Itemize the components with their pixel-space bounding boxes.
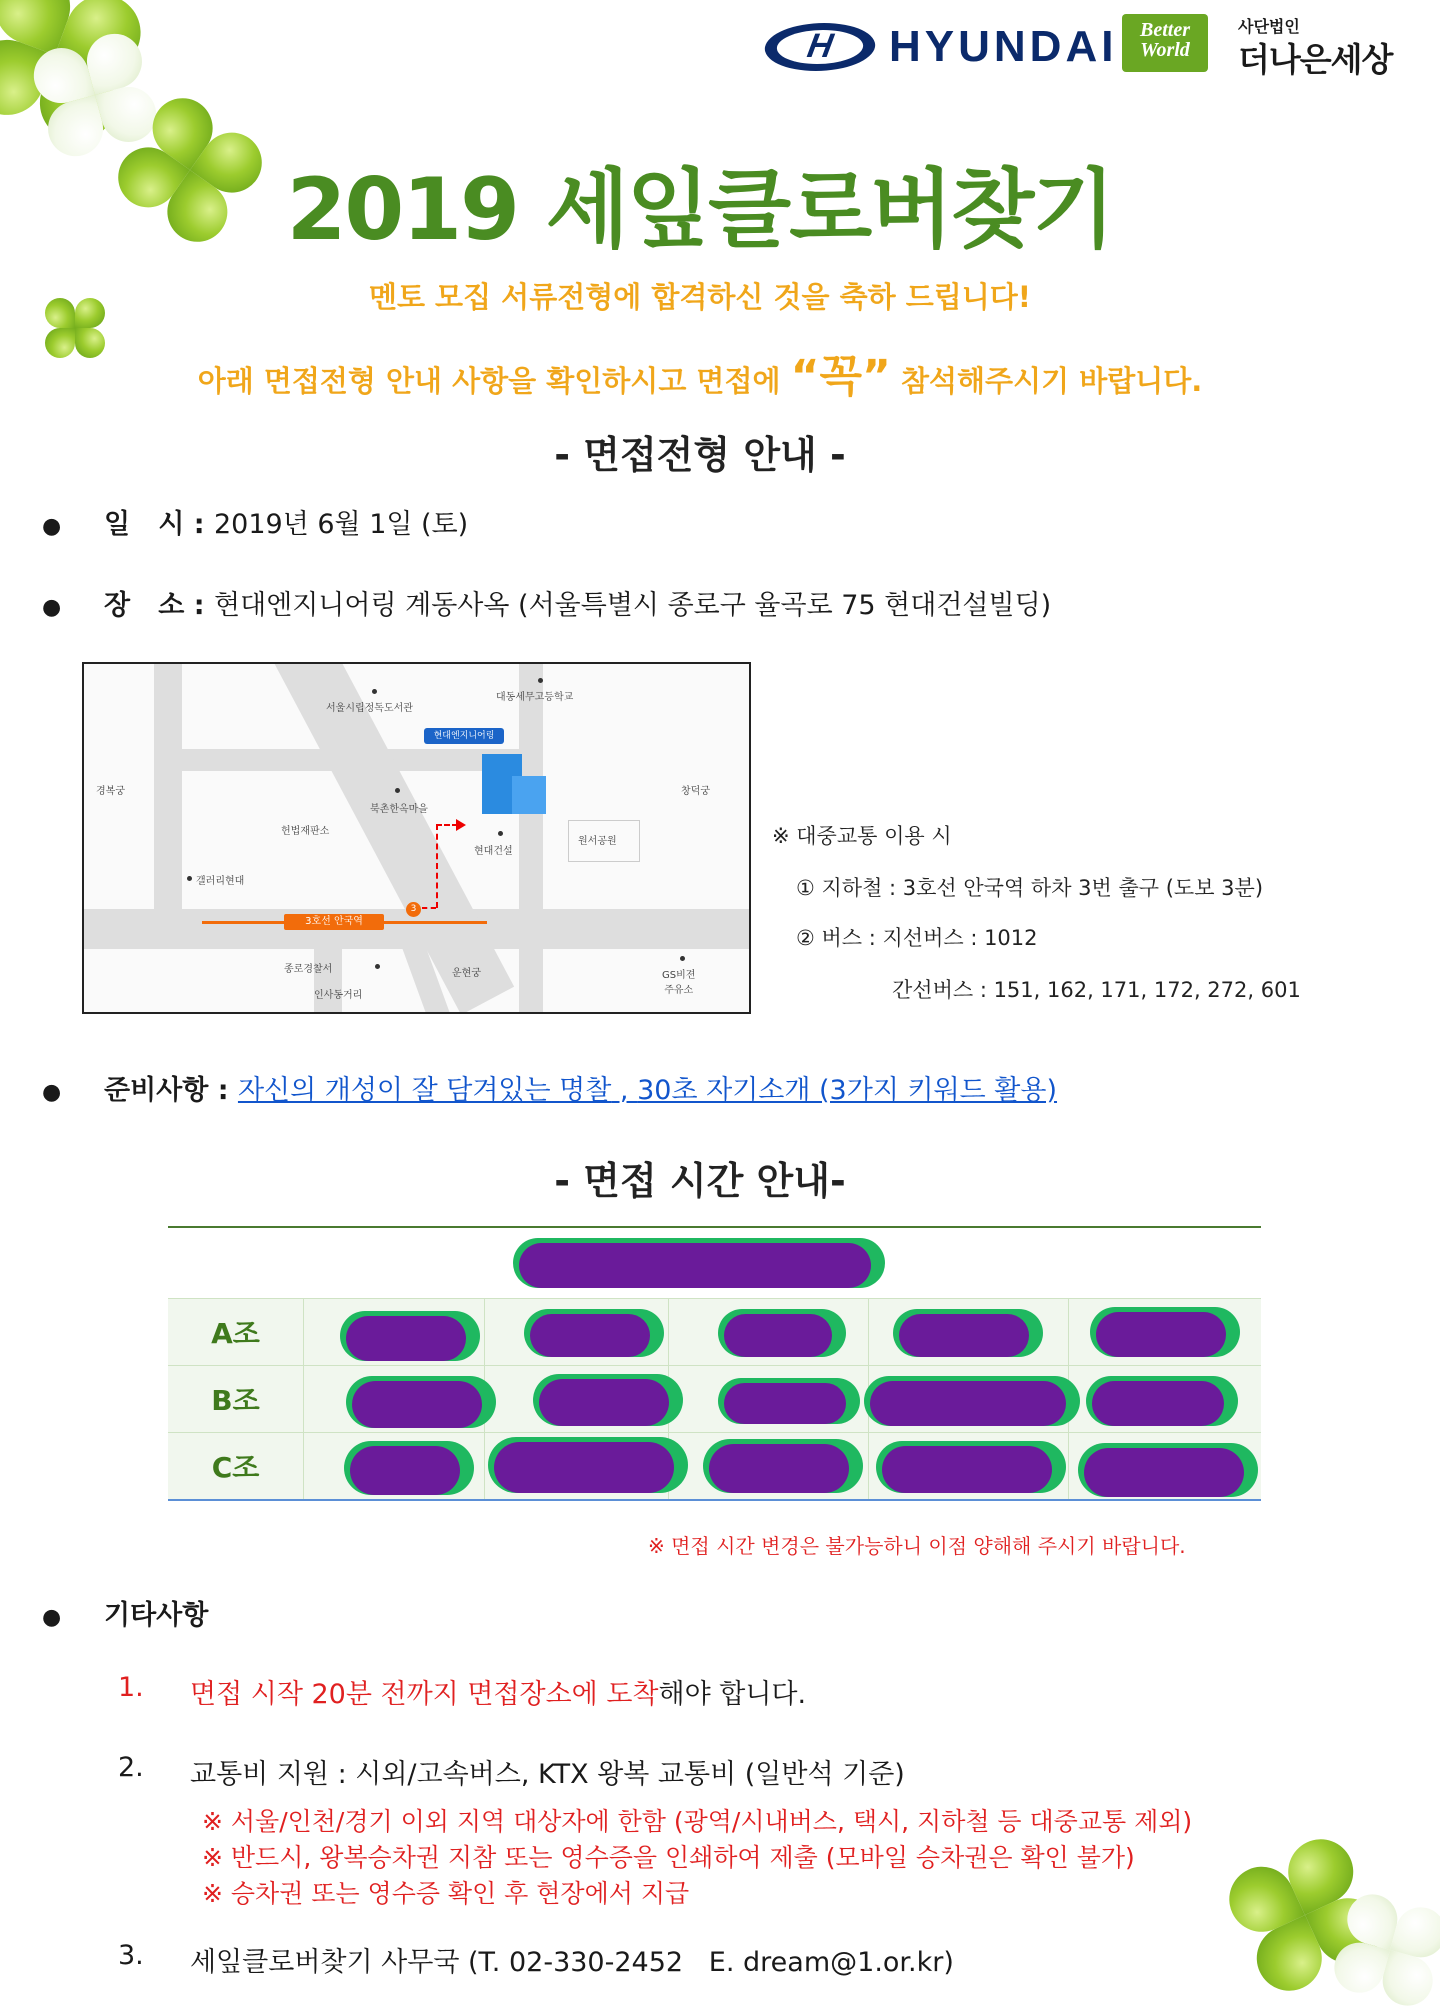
notice-text-after: 참석해주시기 바랍니다.	[890, 364, 1203, 398]
redaction-mark	[488, 1437, 688, 1493]
transit-heading: ※ 대중교통 이용 시	[772, 824, 952, 848]
etc-arrival-rest: 해야 합니다.	[658, 1679, 807, 1710]
etc-transport-note-1: ※ 서울/인천/경기 이외 지역 대상자에 한함 (광역/시내버스, 택시, 지하철 등 대중교통 제외)	[202, 1807, 1193, 1836]
map-label-hd-const: 현대건설	[474, 846, 513, 857]
redaction-mark	[1086, 1376, 1238, 1426]
map-station-label: 3호선 안국역	[284, 914, 384, 930]
map-label-changdeok: 창덕궁	[681, 786, 710, 797]
place-value: 현대엔지니어링 계동사옥 (서울특별시 종로구 율곡로 75 현대건설빌딩)	[213, 590, 1052, 621]
etc-transport-text: 교통비 지원 : 시외/고속버스, KTX 왕복 교통비 (일반석 기준)	[190, 1759, 905, 1790]
redaction-mark	[1078, 1443, 1258, 1497]
map-label-gallery: 갤러리현대	[196, 876, 245, 887]
org-name: 더나은세상	[1238, 40, 1393, 79]
prep-item-intro: 30초 자기소개 (3가지 키워드 활용)	[637, 1075, 1058, 1106]
etc-label: 기타사항	[104, 1600, 209, 1631]
redaction-mark	[718, 1309, 846, 1357]
date-label: 일 시	[104, 509, 185, 540]
etc-contact-text: 세잎클로버찾기 사무국 (T. 02-330-2452 E. dream@1.or.kr)	[190, 1947, 954, 1978]
prep-sep: :	[208, 1075, 238, 1106]
org-type: 사단법인	[1238, 17, 1300, 36]
etc-item-number: 1.	[118, 1672, 144, 1703]
redaction-mark	[703, 1439, 863, 1493]
attendance-notice	[0, 340, 1400, 404]
etc-item-arrival	[118, 1672, 806, 1711]
etc-transport-note-2: ※ 반드시, 왕복승차권 지참 또는 영수증을 인쇄하여 제출 (모바일 승차권은 확인 불가)	[202, 1843, 1135, 1872]
hyundai-wordmark: HYUNDAI	[889, 22, 1118, 71]
redaction-mark	[524, 1309, 664, 1357]
map-label-wonseo: 원서공원	[578, 836, 617, 847]
etc-item-number: 3.	[118, 1940, 144, 1971]
notice-emphasis: “꼭”	[790, 351, 891, 402]
location-map	[82, 662, 751, 1014]
redaction-mark	[346, 1376, 496, 1428]
map-target-label: 현대엔지니어링	[424, 728, 504, 744]
time-section-heading: - 면접 시간 안내-	[554, 1159, 846, 1203]
redaction-mark	[876, 1441, 1066, 1493]
map-label-unhyeon: 운현궁	[452, 968, 481, 979]
etc-transport-note-3: ※ 승차권 또는 영수증 확인 후 현장에서 지급	[202, 1879, 690, 1908]
date-sep: :	[184, 509, 214, 540]
schedule-row-b	[168, 1365, 1261, 1432]
schedule-row-a	[168, 1298, 1261, 1365]
schedule-row-label: C조	[211, 1451, 260, 1484]
map-label-gyeongbok: 경복궁	[96, 786, 125, 797]
better-world-logo: Better World	[1122, 14, 1208, 72]
map-label-insadong: 인사동거리	[314, 990, 363, 1001]
map-exit-marker: 3	[406, 902, 421, 917]
place-label: 장 소	[104, 590, 185, 621]
redaction-mark	[344, 1441, 474, 1495]
schedule-row-label: A조	[211, 1317, 260, 1350]
date-row	[42, 502, 468, 541]
congrats-message: 멘토 모집 서류전형에 합격하신 것을 축하 드립니다!	[368, 280, 1032, 314]
schedule-change-note: ※ 면접 시간 변경은 불가능하니 이점 양해해 주시기 바랍니다.	[648, 1534, 1186, 1558]
map-label-court: 헌법재판소	[281, 826, 330, 837]
schedule-header-row	[168, 1228, 1261, 1298]
prep-label: 준비사항	[104, 1075, 209, 1106]
redaction-mark	[340, 1311, 480, 1361]
bullet-icon: ●	[42, 1605, 62, 1630]
interview-section-heading: - 면접전형 안내 -	[554, 433, 846, 477]
transit-bus-2: 간선버스 : 151, 162, 171, 172, 272, 601	[892, 978, 1301, 1002]
map-label-gs: GS비젼 주유소	[662, 970, 696, 996]
redaction-mark	[893, 1309, 1043, 1357]
redaction-mark	[864, 1376, 1080, 1426]
schedule-row-c	[168, 1432, 1261, 1501]
prep-comma: ,	[611, 1075, 638, 1106]
place-sep: :	[184, 590, 214, 621]
bullet-icon: ●	[42, 595, 62, 620]
redaction-mark	[533, 1374, 683, 1426]
bullet-icon: ●	[42, 1080, 62, 1105]
etc-item-number: 2.	[118, 1752, 144, 1783]
place-row	[42, 583, 1051, 622]
schedule-row-label: B조	[211, 1384, 260, 1417]
bullet-icon: ●	[42, 514, 62, 539]
map-label-police: 종로경찰서	[284, 964, 333, 975]
transit-subway: ① 지하철 : 3호선 안국역 하차 3번 출구 (도보 3분)	[796, 876, 1264, 900]
etc-row	[42, 1593, 208, 1632]
interview-schedule-table	[168, 1226, 1261, 1501]
map-label-library: 서울시립정독도서관	[326, 703, 413, 714]
etc-item-transport	[118, 1752, 905, 1791]
transit-bus: ② 버스 : 지선버스 : 1012	[796, 926, 1038, 950]
map-label-bukchon: 북촌한옥마을	[370, 804, 428, 815]
hyundai-logo	[765, 22, 1117, 72]
date-value: 2019년 6월 1일 (토)	[213, 509, 469, 540]
page-title: 2019 세잎클로버찾기	[286, 160, 1114, 260]
prep-item-nametag: 자신의 개성이 잘 담겨있는 명찰	[237, 1075, 612, 1106]
redaction-mark	[513, 1238, 885, 1288]
redaction-mark	[1090, 1307, 1240, 1357]
map-label-school: 대동세무고등학교	[496, 692, 574, 703]
hyundai-emblem-icon	[761, 23, 879, 71]
etc-item-contact	[118, 1940, 954, 1979]
redaction-mark	[718, 1378, 860, 1424]
notice-text-before: 아래 면접전형 안내 사항을 확인하시고 면접에	[197, 364, 791, 398]
prep-row	[42, 1068, 1057, 1107]
etc-arrival-emphasis: 면접 시작 20분 전까지 면접장소에 도착	[190, 1679, 659, 1710]
